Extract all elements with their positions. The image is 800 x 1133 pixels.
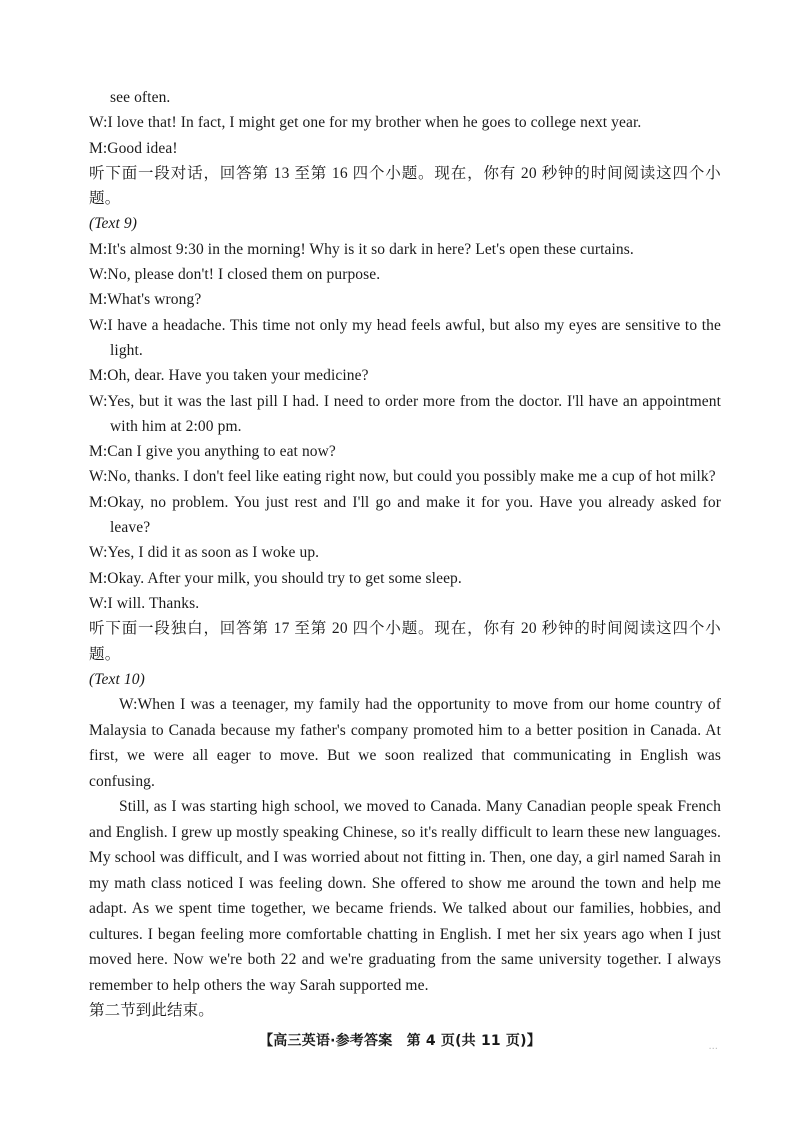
dialogue-line: M:What's wrong? <box>89 291 202 309</box>
dialogue-line: W:Yes, but it was the last pill I had. I need to order more from the doctor. I'll have an appointment with him at 2:00 pm. <box>89 392 721 435</box>
transcript-body <box>89 85 721 1023</box>
footer-text: 【高三英语·参考答案 第 4 页(共 11 页)】 <box>259 1033 541 1049</box>
dialogue-line: M:Oh, dear. Have you taken your medicine? <box>89 367 369 385</box>
page-footer <box>0 1030 800 1050</box>
monologue-paragraph: Still, as I was starting high school, we moved to Canada. Many Canadian people speak French and English. I grew up mostly speaking Chinese, so it's really difficult to learn these new languages. My school was difficult, and I was worried about not fitting in. Then, one day, a girl named Sarah in my math class noticed I was feeling down. She offered to show me around the town and help me adapt. As we spent time together, we became friends. We talked about our families, hobbies, and cultures. I began feeling more comfortable chatting in English. I met her six years ago when I just moved here. Now we're both 22 and we're graduating from the same university together. I always remember to help others the way Sarah supported me. <box>89 798 721 994</box>
dialogue-line: M:Okay, no problem. You just rest and I'll go and make it for you. Have you already asked for leave? <box>89 493 721 537</box>
section-instruction: 听下面一段对话，回答第 13 至第 16 四个小题。现在，你有 20 秒钟的时间阅读这四个小题。 <box>89 164 721 208</box>
section-instruction: 听下面一段独白，回答第 17 至第 20 四个小题。现在，你有 20 秒钟的时间阅读这四个小题。 <box>89 620 721 663</box>
dialogue-line: W:No, thanks. I don't feel like eating right now, but could you possibly make me a cup of hot milk? <box>89 468 716 486</box>
dialogue-line: W:I will. Thanks. <box>89 594 200 612</box>
dialogue-line: W:I have a headache. This time not only my head feels awful, but also my eyes are sensitive to the light. <box>89 316 721 359</box>
dialogue-line: W:Yes, I did it as soon as I woke up. <box>89 544 320 562</box>
transcript-line: see often. <box>110 89 171 106</box>
text-label: (Text 10) <box>89 670 145 688</box>
section-end-note: 第二节到此结束。 <box>89 1002 214 1020</box>
dialogue-line: M:It's almost 9:30 in the morning! Why is it so dark in here? Let's open these curtains. <box>89 240 634 258</box>
monologue-paragraph: W:When I was a teenager, my family had the opportunity to move from our home country of Malaysia to Canada because my father's company promoted him to a better position in Canada. At first, we were all eager to move. But we soon realized that communicating in English was confusing. <box>89 696 721 790</box>
corner-mark: ... <box>708 1041 718 1052</box>
dialogue-line: W:No, please don't! I closed them on purpose. <box>89 266 381 284</box>
dialogue-line: M:Can I give you anything to eat now? <box>89 443 336 461</box>
transcript-line: M:Good idea! <box>89 139 178 157</box>
transcript-line: W:I love that! In fact, I might get one for my brother when he goes to college next year. <box>89 114 642 132</box>
text-label: (Text 9) <box>89 215 138 233</box>
dialogue-line: M:Okay. After your milk, you should try to get some sleep. <box>89 569 462 587</box>
